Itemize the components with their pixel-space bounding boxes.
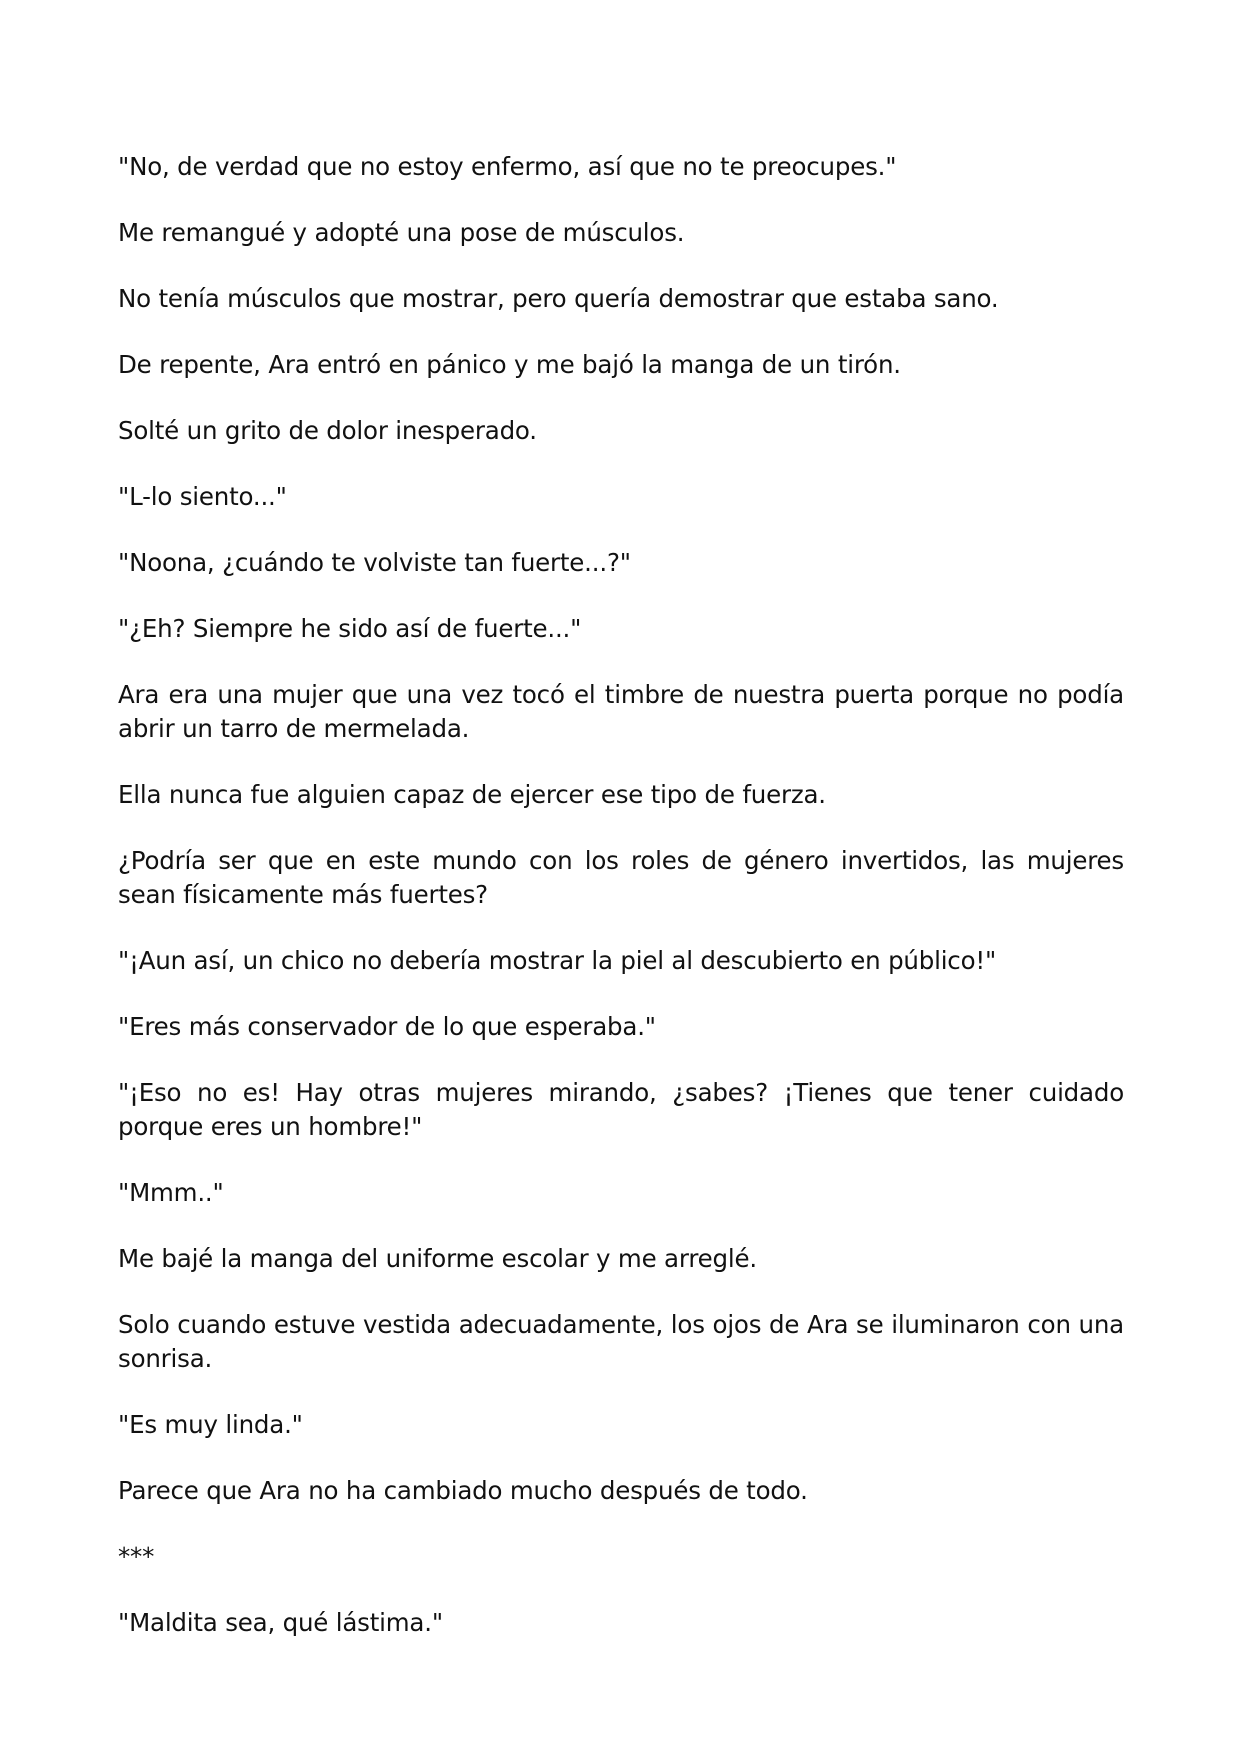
paragraph: "L-lo siento..." xyxy=(118,482,287,511)
paragraph: ¿Podría ser que en este mundo con los roles de género invertidos, las mujeres sean físicamente más fuertes? xyxy=(118,846,1124,909)
paragraph: "Mmm.." xyxy=(118,1178,224,1207)
paragraph: "No, de verdad que no estoy enfermo, así que no te preocupes." xyxy=(118,152,897,181)
paragraph: "Maldita sea, qué lástima." xyxy=(118,1608,443,1637)
paragraph: Me bajé la manga del uniforme escolar y me arreglé. xyxy=(118,1244,757,1273)
paragraph: "Es muy linda." xyxy=(118,1410,303,1439)
paragraph: "¿Eh? Siempre he sido así de fuerte..." xyxy=(118,614,582,643)
paragraph: Parece que Ara no ha cambiado mucho después de todo. xyxy=(118,1476,808,1505)
paragraph: "¡Eso no es! Hay otras mujeres mirando, ¿sabes? ¡Tienes que tener cuidado porque eres un hombre!" xyxy=(118,1078,1124,1141)
paragraph: No tenía músculos que mostrar, pero quería demostrar que estaba sano. xyxy=(118,284,999,313)
paragraph: De repente, Ara entró en pánico y me bajó la manga de un tirón. xyxy=(118,350,901,379)
paragraph: Solté un grito de dolor inesperado. xyxy=(118,416,537,445)
document-body xyxy=(118,150,1124,1640)
paragraph: "Noona, ¿cuándo te volviste tan fuerte...?" xyxy=(118,548,631,577)
paragraph: "Eres más conservador de lo que esperaba." xyxy=(118,1012,656,1041)
paragraph: Solo cuando estuve vestida adecuadamente, los ojos de Ara se iluminaron con una sonrisa. xyxy=(118,1310,1124,1373)
paragraph: Me remangué y adopté una pose de músculos. xyxy=(118,218,685,247)
paragraph: Ara era una mujer que una vez tocó el timbre de nuestra puerta porque no podía abrir un tarro de mermelada. xyxy=(118,680,1124,743)
scene-break: *** xyxy=(118,1542,155,1571)
paragraph: "¡Aun así, un chico no debería mostrar la piel al descubierto en público!" xyxy=(118,946,997,975)
paragraph: Ella nunca fue alguien capaz de ejercer ese tipo de fuerza. xyxy=(118,780,826,809)
